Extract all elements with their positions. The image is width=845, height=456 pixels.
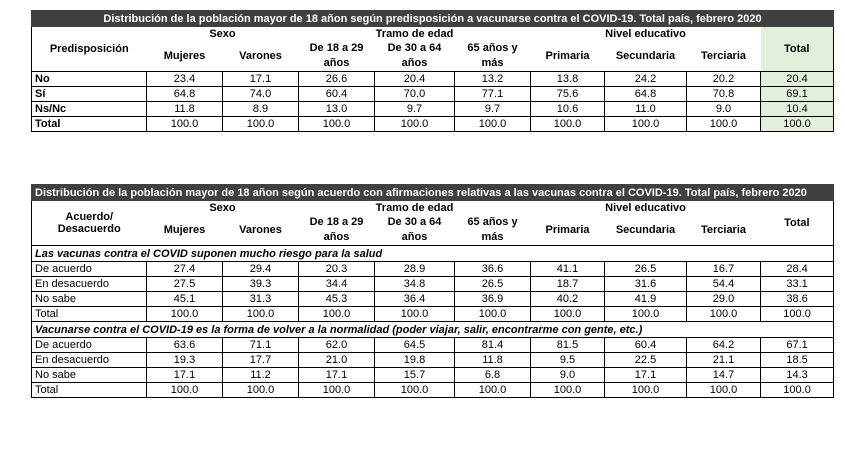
table1-group-nivel: Nivel educativo bbox=[605, 28, 686, 40]
table-cell: 15.7 bbox=[375, 368, 455, 383]
table-cell: 9.0 bbox=[531, 368, 605, 383]
table-cell: 8.9 bbox=[223, 102, 299, 117]
table-cell: 34.4 bbox=[299, 277, 375, 292]
table-cell: 27.5 bbox=[147, 277, 223, 292]
table-cell: 20.3 bbox=[299, 262, 375, 277]
table-cell: 38.6 bbox=[761, 292, 834, 307]
table-row bbox=[32, 353, 834, 368]
table2-group-edad: Tramo de edad bbox=[375, 202, 454, 214]
table-row bbox=[32, 338, 834, 353]
table-cell: 11.2 bbox=[223, 368, 299, 383]
table-cell: 36.6 bbox=[455, 262, 531, 277]
table-cell: 36.9 bbox=[455, 292, 531, 307]
table-cell: 13.2 bbox=[455, 72, 531, 87]
table-row bbox=[32, 383, 834, 398]
table-cell: 14.3 bbox=[761, 368, 834, 383]
table-cell: 10.4 bbox=[761, 102, 834, 117]
table-cell: 100.0 bbox=[531, 117, 605, 132]
table-cell: 34.8 bbox=[375, 277, 455, 292]
table-row bbox=[32, 292, 834, 307]
table-cell: 69.1 bbox=[761, 87, 834, 102]
table-col-header: De 30 a 64 años bbox=[387, 216, 442, 243]
table2-row-header: Acuerdo/ Desacuerdo bbox=[32, 201, 147, 246]
table-cell: 64.8 bbox=[147, 87, 223, 102]
table-col-header: Terciaria bbox=[700, 49, 747, 62]
table1-group-edad: Tramo de edad bbox=[375, 28, 454, 40]
table-cell: 31.3 bbox=[223, 292, 299, 307]
table-cell: 40.2 bbox=[531, 292, 605, 307]
table-cell: 74.0 bbox=[223, 87, 299, 102]
table2-col-total: Total bbox=[761, 201, 834, 246]
table-cell: 100.0 bbox=[455, 383, 531, 398]
table-cell: 75.6 bbox=[531, 87, 605, 102]
table-cell: 70.8 bbox=[687, 87, 761, 102]
table-cell: 20.4 bbox=[761, 72, 834, 87]
section-row bbox=[32, 246, 834, 262]
table-cell: 41.1 bbox=[531, 262, 605, 277]
row-label: No sabe bbox=[32, 292, 147, 307]
table-cell: 100.0 bbox=[605, 383, 687, 398]
section-heading: Las vacunas contra el COVID suponen mucho riesgo para la salud bbox=[32, 246, 834, 262]
table-cell: 45.3 bbox=[299, 292, 375, 307]
table-cell: 100.0 bbox=[687, 117, 761, 132]
table-cell: 17.7 bbox=[223, 353, 299, 368]
table-cell: 39.3 bbox=[223, 277, 299, 292]
table-cell: 100.0 bbox=[375, 307, 455, 322]
table-cell: 21.1 bbox=[687, 353, 761, 368]
table-cell: 64.2 bbox=[687, 338, 761, 353]
table-cell: 100.0 bbox=[299, 307, 375, 322]
table-cell: 31.6 bbox=[605, 277, 687, 292]
table-col-header: 65 años y más bbox=[467, 216, 518, 243]
table-cell: 67.1 bbox=[761, 338, 834, 353]
table-cell: 24.2 bbox=[605, 72, 687, 87]
row-label: Total bbox=[32, 383, 147, 398]
table-col-header: Terciaria bbox=[700, 223, 747, 236]
table-cell: 18.5 bbox=[761, 353, 834, 368]
table-cell: 9.0 bbox=[687, 102, 761, 117]
table-cell: 28.9 bbox=[375, 262, 455, 277]
table-cell: 100.0 bbox=[531, 383, 605, 398]
table-cell: 13.0 bbox=[299, 102, 375, 117]
table-cell: 29.0 bbox=[687, 292, 761, 307]
table-cell: 63.6 bbox=[147, 338, 223, 353]
table-col-header: Primaria bbox=[545, 49, 590, 62]
table-cell: 21.0 bbox=[299, 353, 375, 368]
table-cell: 100.0 bbox=[299, 383, 375, 398]
table-col-header: Varones bbox=[239, 223, 282, 236]
table-cell: 6.8 bbox=[455, 368, 531, 383]
table-cell: 100.0 bbox=[455, 117, 531, 132]
table-cell: 100.0 bbox=[147, 307, 223, 322]
table-cell: 11.8 bbox=[147, 102, 223, 117]
table2-title: Distribución de la población mayor de 18 añon según acuerdo con afirmaciones relativas a las vacunas contra el COVID-19. Total país, febrero 2020 bbox=[32, 185, 834, 201]
table-cell: 19.3 bbox=[147, 353, 223, 368]
row-label: Ns/Nc bbox=[32, 102, 147, 117]
table-cell: 36.4 bbox=[375, 292, 455, 307]
table-cell: 26.6 bbox=[299, 72, 375, 87]
table-cell: 100.0 bbox=[605, 117, 687, 132]
table-col-header: De 18 a 29 años bbox=[309, 216, 364, 243]
table-col-header: Mujeres bbox=[163, 223, 206, 236]
row-label: Total bbox=[32, 117, 147, 132]
table-cell: 100.0 bbox=[375, 383, 455, 398]
table-row bbox=[32, 307, 834, 322]
table-cell: 100.0 bbox=[761, 117, 834, 132]
table-cell: 54.4 bbox=[687, 277, 761, 292]
table-cell: 100.0 bbox=[147, 383, 223, 398]
table-col-header: Varones bbox=[239, 49, 282, 62]
table-row bbox=[32, 277, 834, 292]
table-cell: 27.4 bbox=[147, 262, 223, 277]
predisposicion-table bbox=[31, 10, 834, 132]
table-cell: 20.4 bbox=[375, 72, 455, 87]
table-cell: 100.0 bbox=[531, 307, 605, 322]
table-cell: 18.7 bbox=[531, 277, 605, 292]
table-row bbox=[32, 117, 834, 132]
table-cell: 17.1 bbox=[299, 368, 375, 383]
table-cell: 81.4 bbox=[455, 338, 531, 353]
table-row bbox=[32, 72, 834, 87]
table-cell: 60.4 bbox=[299, 87, 375, 102]
row-label: No sabe bbox=[32, 368, 147, 383]
row-label: Sí bbox=[32, 87, 147, 102]
table1-col-total: Total bbox=[761, 27, 834, 72]
table-col-header: De 30 a 64 años bbox=[387, 42, 442, 69]
table-cell: 19.8 bbox=[375, 353, 455, 368]
table-cell: 13.8 bbox=[531, 72, 605, 87]
table-cell: 100.0 bbox=[299, 117, 375, 132]
table-cell: 11.8 bbox=[455, 353, 531, 368]
table1-group-sexo: Sexo bbox=[209, 28, 236, 40]
table-cell: 22.5 bbox=[605, 353, 687, 368]
table-cell: 17.1 bbox=[223, 72, 299, 87]
row-label: En desacuerdo bbox=[32, 353, 147, 368]
table-cell: 16.7 bbox=[687, 262, 761, 277]
table2-group-sexo: Sexo bbox=[209, 202, 236, 214]
table-cell: 17.1 bbox=[147, 368, 223, 383]
row-label: Total bbox=[32, 307, 147, 322]
table-cell: 9.7 bbox=[455, 102, 531, 117]
row-label: En desacuerdo bbox=[32, 277, 147, 292]
table-cell: 20.2 bbox=[687, 72, 761, 87]
table1-title: Distribución de la población mayor de 18 añon según predisposición a vacunarse contra el COVID-19. Total país, febrero 2020 bbox=[32, 11, 834, 27]
table-cell: 62.0 bbox=[299, 338, 375, 353]
table-cell: 23.4 bbox=[147, 72, 223, 87]
table-col-header: Secundaria bbox=[615, 49, 676, 62]
table-row bbox=[32, 87, 834, 102]
table-cell: 64.8 bbox=[605, 87, 687, 102]
table-cell: 14.7 bbox=[687, 368, 761, 383]
table-cell: 100.0 bbox=[687, 307, 761, 322]
table-row bbox=[32, 368, 834, 383]
table-cell: 100.0 bbox=[455, 307, 531, 322]
acuerdo-table bbox=[31, 184, 834, 398]
table-cell: 41.9 bbox=[605, 292, 687, 307]
table-cell: 9.5 bbox=[531, 353, 605, 368]
table-col-header: Mujeres bbox=[163, 49, 206, 62]
table-row bbox=[32, 262, 834, 277]
table-cell: 26.5 bbox=[605, 262, 687, 277]
table-row bbox=[32, 102, 834, 117]
table-cell: 26.5 bbox=[455, 277, 531, 292]
table-cell: 100.0 bbox=[687, 383, 761, 398]
table-cell: 70.0 bbox=[375, 87, 455, 102]
table-cell: 17.1 bbox=[605, 368, 687, 383]
row-label: De acuerdo bbox=[32, 262, 147, 277]
table1-row-header: Predisposición bbox=[32, 27, 147, 72]
row-label: No bbox=[32, 72, 147, 87]
table-cell: 100.0 bbox=[761, 383, 834, 398]
table-cell: 64.5 bbox=[375, 338, 455, 353]
table-cell: 77.1 bbox=[455, 87, 531, 102]
table-cell: 60.4 bbox=[605, 338, 687, 353]
table-col-header: Primaria bbox=[545, 223, 590, 236]
table-col-header: Secundaria bbox=[615, 223, 676, 236]
table-cell: 45.1 bbox=[147, 292, 223, 307]
table-cell: 10.6 bbox=[531, 102, 605, 117]
row-label: De acuerdo bbox=[32, 338, 147, 353]
table-col-header: 65 años y más bbox=[467, 42, 518, 69]
table-cell: 81.5 bbox=[531, 338, 605, 353]
table-col-header: De 18 a 29 años bbox=[309, 42, 364, 69]
table-cell: 28.4 bbox=[761, 262, 834, 277]
section-row bbox=[32, 322, 834, 338]
table-cell: 100.0 bbox=[761, 307, 834, 322]
table-cell: 100.0 bbox=[375, 117, 455, 132]
table-cell: 29.4 bbox=[223, 262, 299, 277]
table-cell: 100.0 bbox=[223, 117, 299, 132]
table-cell: 71.1 bbox=[223, 338, 299, 353]
table-cell: 11.0 bbox=[605, 102, 687, 117]
table-cell: 9.7 bbox=[375, 102, 455, 117]
table-cell: 100.0 bbox=[223, 307, 299, 322]
section-heading: Vacunarse contra el COVID-19 es la forma de volver a la normalidad (poder viajar, salir, encontrarme con gente, etc.) bbox=[32, 322, 834, 338]
table2-group-nivel: Nivel educativo bbox=[605, 202, 686, 214]
table-cell: 100.0 bbox=[605, 307, 687, 322]
table-cell: 100.0 bbox=[147, 117, 223, 132]
table-cell: 100.0 bbox=[223, 383, 299, 398]
table-cell: 33.1 bbox=[761, 277, 834, 292]
